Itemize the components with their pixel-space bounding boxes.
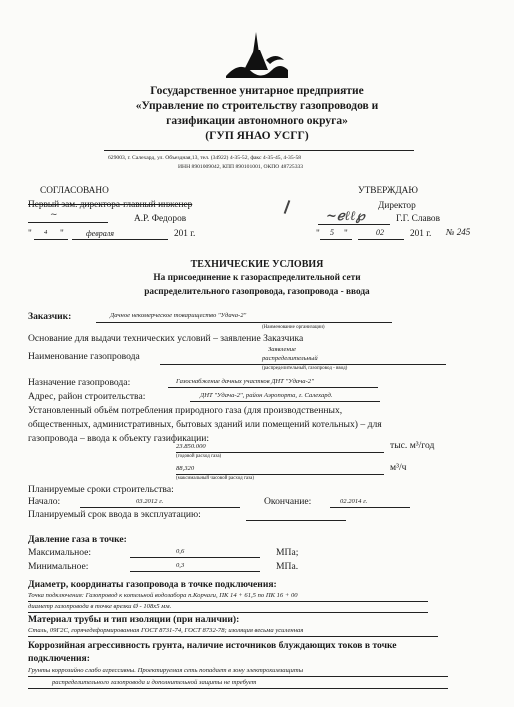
- field-line: [28, 601, 428, 602]
- address-value: ДНТ "Удача-2", район Аэропорта, г. Салехард.: [200, 392, 333, 399]
- start-label: Начало:: [28, 496, 61, 507]
- date-line: [34, 239, 68, 240]
- field-line: [176, 474, 384, 475]
- signature-line: [28, 222, 108, 223]
- month-line: [358, 239, 404, 240]
- gas-name-label: Наименование газопровода: [28, 351, 140, 362]
- corrosion-value-2: распределительного газопровода и дополнительной защиты не требует: [52, 679, 257, 686]
- org-line-1: Государственное унитарное предприятие: [150, 85, 364, 97]
- doc-title: ТЕХНИЧЕСКИЕ УСЛОВИЯ: [190, 259, 324, 270]
- hourly-value: 88,320: [176, 465, 195, 472]
- purpose-label: Назначение газопровода:: [28, 377, 131, 388]
- signature-line: [318, 224, 390, 225]
- approved-position: Первый зам. директора-главный инженер: [28, 200, 193, 210]
- field-line: [80, 507, 240, 508]
- hourly-hint: (максимальный часовой расход газа): [176, 476, 255, 481]
- start-value: 03.2012 г.: [136, 498, 164, 505]
- approve-title: УТВЕРЖДАЮ: [358, 186, 418, 196]
- material-value: Сталь, 09Г2С, горячедеформированная ГОСТ 8731-74, ГОСТ 8732-78; изоляция весьма усиленная: [28, 627, 304, 634]
- org-address: 629003, г. Салехард, ул. Объездная,13, тел. (34922) 4-35-52, факс 4-35-45, 4-35-58: [108, 155, 302, 161]
- approve-name: Г.Г. Славов: [396, 214, 440, 224]
- header-divider: [104, 150, 414, 151]
- org-ids: ИНН 8901009042, КПП 890101001, ОКПО 48725333: [178, 164, 304, 170]
- field-line: [130, 571, 260, 572]
- min-label: Минимальное:: [28, 561, 89, 572]
- approve-date-open: ": [316, 229, 320, 239]
- approved-title: СОГЛАСОВАНО: [40, 186, 109, 196]
- basis-text: Основание для выдачи технических условий – заявление Заказчика: [28, 333, 304, 344]
- field-line: [246, 520, 346, 521]
- doc-subtitle-2: распределительного газопровода, газопровода - ввода: [144, 287, 370, 297]
- pressure-label: Давление газа в точке:: [28, 534, 127, 545]
- planned-label: Планируемые сроки строительства:: [28, 484, 174, 495]
- signature-right: ~ℯℓℓ℘: [326, 209, 365, 224]
- approved-date-close: ": [60, 229, 64, 239]
- volume-line-3: газопровода – ввода к объекту газификации:: [28, 433, 210, 444]
- corrosion-value-1: Грунты коррозийно слабо агрессивны. Проектируемая сеть попадает в зону электрохимзащиты: [28, 667, 304, 674]
- customer-value: Дачное некомерческое товарищество "Удача-2": [110, 312, 247, 319]
- purpose-value: Газоснабжение дачных участков ДНТ "Удача-2": [176, 378, 314, 385]
- field-line: [28, 612, 428, 613]
- field-line: [160, 364, 446, 365]
- doc-subtitle-1: На присоединение к газораспределительной сети: [153, 273, 361, 283]
- margin-mark: [284, 200, 291, 214]
- application-value: Заявление: [268, 346, 296, 353]
- max-label: Максимальное:: [28, 547, 92, 558]
- customer-hint: (Наименование организации): [262, 325, 325, 330]
- field-line: [330, 507, 410, 508]
- field-line: [130, 557, 260, 558]
- field-line: [176, 452, 384, 453]
- end-label: Окончание:: [264, 496, 312, 507]
- diameter-line-1: Точка подключения: Газопровод к котельной водозабора п.Корчаги, ПК 14 + 61,5 по ПК 16 + 00: [28, 592, 298, 599]
- approved-date-day: 4: [44, 229, 48, 236]
- min-unit: МПа.: [276, 561, 299, 572]
- commission-label: Планируемый срок ввода в эксплуатацию:: [28, 509, 201, 520]
- material-label: Материал трубы и тип изоляции (при наличии):: [28, 614, 240, 625]
- approve-date-day: 5: [330, 228, 334, 237]
- annual-hint: (годовой расход газа): [176, 454, 222, 459]
- hourly-unit: м³/ч: [390, 462, 407, 473]
- diameter-line-2: диаметр газопровода в точке врезки Ø - 108х5 мм.: [28, 603, 172, 610]
- volume-line-1: Установленный объём потребления природного газа (для производственных,: [28, 405, 343, 416]
- company-logo: [222, 30, 292, 82]
- approve-reg-number: № 245: [446, 227, 471, 237]
- end-value: 02.2014 г.: [340, 498, 368, 505]
- approve-date-month: 02: [376, 228, 384, 237]
- min-value: 0,3: [176, 562, 185, 569]
- org-line-2: «Управление по строительству газопроводов и: [135, 100, 379, 112]
- gas-name-hint: (распределительный, газопровод - ввод): [262, 366, 348, 371]
- field-line: [28, 676, 448, 677]
- max-value: 0,6: [176, 548, 185, 555]
- field-line: [28, 688, 448, 689]
- approve-date-year: 201 г.: [410, 229, 432, 239]
- customer-label: Заказчик:: [28, 311, 72, 322]
- field-line: [190, 401, 380, 402]
- approved-date-open: ": [28, 229, 32, 239]
- signature-left: ~: [50, 210, 58, 220]
- approved-name: А.Р. Федоров: [134, 214, 187, 224]
- diameter-label: Диаметр, координаты газопровода в точке подключения:: [28, 579, 277, 590]
- annual-value: 23.850.000: [176, 443, 206, 450]
- org-line-4: (ГУП ЯНАО УСГГ): [205, 130, 309, 142]
- address-label: Адрес, район строительства:: [28, 391, 146, 402]
- approve-position: Директор: [378, 201, 416, 211]
- gas-name-value: распределительный: [262, 355, 318, 362]
- field-line: [28, 636, 438, 637]
- corrosion-line-1: Коррозийная агрессивность грунта, наличие источников блуждающих токов в точке: [28, 640, 397, 651]
- date-line: [320, 239, 352, 240]
- corrosion-line-2: подключения:: [28, 653, 90, 664]
- field-line: [168, 387, 378, 388]
- approve-date-close: ": [344, 229, 348, 239]
- field-line: [96, 322, 392, 323]
- approved-date-year: 201 г.: [174, 229, 196, 239]
- org-line-3: газификации автономного округа»: [166, 115, 348, 127]
- volume-line-2: общественных, административных, бытовых зданий или помещений котельных) – для: [28, 419, 382, 430]
- annual-unit: тыс. м³/год: [390, 440, 435, 451]
- max-unit: МПа;: [276, 547, 299, 558]
- month-line: [72, 239, 168, 240]
- approved-date-month: февраля: [86, 229, 114, 238]
